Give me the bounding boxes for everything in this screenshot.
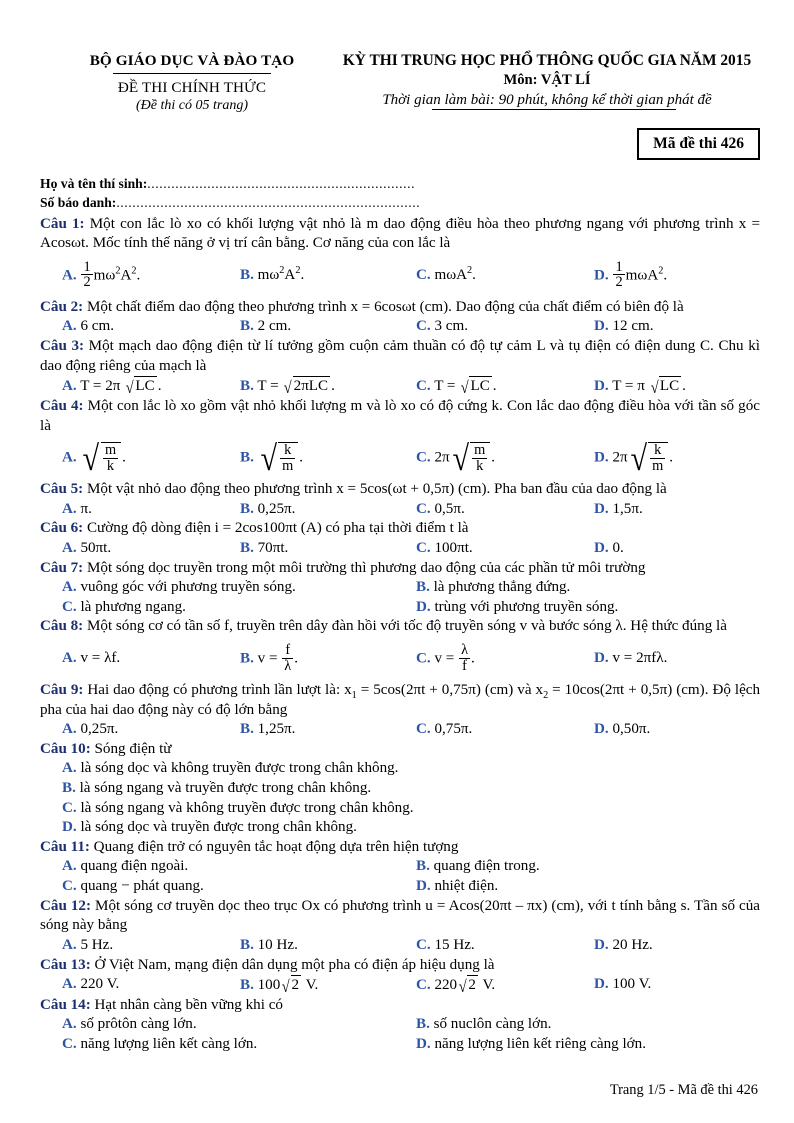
option-letter: D. xyxy=(594,267,609,284)
question-stem: Câu 10: Sóng điện từ xyxy=(40,740,172,757)
answer-option[interactable]: C. 3 cm. xyxy=(416,318,468,335)
candidate-id-label: Số báo danh: xyxy=(40,195,117,211)
fraction-denominator: m xyxy=(652,457,664,474)
radical-sign-icon: √ xyxy=(82,438,100,479)
radical-sign-icon: √ xyxy=(650,378,659,397)
exam-time-note: Thời gian làm bài: 90 phút, không kể thời gian phát đề xyxy=(382,92,712,108)
question-stem: Câu 5: Một vật nhỏ dao động theo phương trình x = 5cos(ωt + 0,5π) (cm). Pha ban đầu của dao động là xyxy=(40,481,667,498)
question-number: Câu 3: xyxy=(40,338,85,355)
candidate-name-label: Họ và tên thí sinh: xyxy=(40,176,148,192)
option-letter: D. xyxy=(594,936,609,953)
question-number: Câu 4: xyxy=(40,397,84,414)
exponent: 2 xyxy=(115,265,121,277)
official-exam-label: ĐỀ THI CHÍNH THỨC xyxy=(117,79,267,96)
option-letter: A. xyxy=(62,721,77,738)
option-letter: C. xyxy=(416,936,431,953)
fraction xyxy=(613,260,624,290)
fraction-numerator: m xyxy=(474,442,486,458)
option-letter: A. xyxy=(62,449,77,466)
fraction-denominator: k xyxy=(103,458,118,474)
radical-sign-icon: √ xyxy=(458,976,467,996)
option-letter: D. xyxy=(594,721,609,738)
fraction xyxy=(459,643,470,673)
radicand: LC xyxy=(134,376,156,397)
answer-option[interactable]: B. là phương thẳng đứng. xyxy=(416,579,571,596)
radicand: 2 xyxy=(291,975,302,996)
question-block xyxy=(40,740,760,838)
exam-code-row xyxy=(0,128,794,160)
candidate-id-field[interactable] xyxy=(40,193,758,212)
question-stem: Câu 8: Một sóng cơ có tần số f, truyền trên dây đàn hồi với tốc độ truyền sóng v và bước sóng λ. Hệ thức đúng là xyxy=(40,618,727,635)
answer-option[interactable]: D. T = π √ LC . xyxy=(594,378,686,397)
answer-row xyxy=(40,376,760,397)
question-number: Câu 12: xyxy=(40,897,92,914)
exam-time-wrapper xyxy=(382,92,711,109)
radicand: LC xyxy=(659,376,681,397)
answer-option[interactable]: D. 20 Hz. xyxy=(594,936,653,953)
question-number: Câu 9: xyxy=(40,682,84,698)
question-block xyxy=(40,397,760,480)
question-stem: Câu 13: Ở Việt Nam, mạng điện dân dụng một pha có điện áp hiệu dụng là xyxy=(40,956,495,973)
answer-option[interactable]: B. 0,25π. xyxy=(240,500,296,517)
option-letter: C. xyxy=(62,598,77,615)
square-root xyxy=(283,376,330,397)
option-letter: C. xyxy=(62,878,77,895)
square-root xyxy=(460,376,492,397)
answer-row xyxy=(40,877,760,897)
option-letter: C. xyxy=(416,449,431,466)
exponent: 2 xyxy=(467,265,473,277)
answer-option[interactable]: C. v = $\frac{\lambda}{f}$ . xyxy=(416,641,475,674)
radicand xyxy=(278,442,298,474)
fraction-denominator: m xyxy=(282,457,294,474)
answer-row xyxy=(40,637,760,681)
answer-row xyxy=(40,720,760,740)
answer-option[interactable]: B. 100 √ 2 V. xyxy=(240,976,319,996)
radical-sign-icon: √ xyxy=(260,438,277,479)
question-block xyxy=(40,617,760,681)
answer-row xyxy=(40,578,760,598)
answer-row xyxy=(40,539,760,559)
answer-option[interactable]: B. 70πt. xyxy=(240,539,289,556)
answer-option[interactable]: A. √ $\frac{m}{k}$ . xyxy=(62,438,126,479)
header-divider-rule xyxy=(113,73,271,74)
option-letter: C. xyxy=(416,267,431,284)
question-block xyxy=(40,559,760,618)
option-letter: D. xyxy=(594,500,609,517)
fraction-numerator: 1 xyxy=(83,258,91,275)
answer-option[interactable]: A. 50πt. xyxy=(62,539,112,556)
answer-row xyxy=(40,759,760,779)
ministry-title: BỘ GIÁO DỤC VÀ ĐÀO TẠO xyxy=(89,52,295,69)
question-block xyxy=(40,838,760,897)
answer-option[interactable]: D. 2π √ $\frac{k}{m}$ . xyxy=(594,438,674,479)
fraction-numerator: m xyxy=(104,442,117,458)
option-letter: D. xyxy=(594,449,609,466)
question-block xyxy=(40,215,760,298)
radicand xyxy=(101,442,121,474)
radical-sign-icon: √ xyxy=(630,438,647,479)
answer-row xyxy=(40,857,760,877)
option-letter: C. xyxy=(416,721,431,738)
answer-option[interactable]: C. 15 Hz. xyxy=(416,936,475,953)
option-letter: B. xyxy=(240,449,254,466)
fraction-numerator: λ xyxy=(461,641,469,658)
question-block xyxy=(40,897,760,956)
answer-option[interactable]: C. năng lượng liên kết càng lớn. xyxy=(62,1035,258,1052)
answer-option[interactable]: C. là phương ngang. xyxy=(62,598,186,615)
option-letter: A. xyxy=(62,858,77,875)
exam-code-box: Mã đề thi 426 xyxy=(637,128,760,160)
answer-row xyxy=(40,254,760,298)
option-letter: D. xyxy=(416,598,431,615)
answer-option[interactable]: C. 220 √ 2 V. xyxy=(416,976,496,996)
answer-option[interactable]: B. số nuclôn càng lớn. xyxy=(416,1016,552,1033)
answer-option[interactable]: A. π. xyxy=(62,500,92,517)
question-number: Câu 13: xyxy=(40,956,91,973)
candidate-id-dots: ............................................................................ xyxy=(116,195,421,211)
radical-sign-icon: √ xyxy=(284,378,292,397)
header-left-block xyxy=(36,52,332,114)
answer-option[interactable]: D. 100 V. xyxy=(594,976,652,993)
answer-row xyxy=(40,1035,760,1055)
answer-option[interactable]: C. mωA$^2$. xyxy=(416,265,476,284)
answer-row xyxy=(40,598,760,618)
question-number: Câu 8: xyxy=(40,618,84,635)
option-letter: C. xyxy=(62,799,77,816)
option-letter: D. xyxy=(416,1035,431,1052)
radical-sign-icon: √ xyxy=(281,976,290,996)
answer-option[interactable]: D. 1,5π. xyxy=(594,500,643,517)
answer-option[interactable]: B. T = √ 2πLC . xyxy=(240,378,335,397)
option-letter: C. xyxy=(416,378,431,395)
question-block xyxy=(40,298,760,337)
question-stem: Câu 7: Một sóng dọc truyền trong một môi trường thì phương dao động của các phần tử môi trường xyxy=(40,559,646,576)
answer-option[interactable]: D. v = 2πfλ. xyxy=(594,650,668,667)
option-letter: A. xyxy=(62,378,77,395)
question-block xyxy=(40,996,760,1055)
option-letter: A. xyxy=(62,267,77,284)
option-letter: B. xyxy=(240,650,254,667)
exponent: 2 xyxy=(295,265,301,277)
option-letter: C. xyxy=(416,500,431,517)
question-stem: Câu 12: Một sóng cơ truyền dọc theo trục Ox có phương trình u = Acos(20πt – πx) (cm), với t tính bằng s. Tần số của sóng này bằng xyxy=(40,897,760,934)
radicand xyxy=(648,442,668,474)
candidate-name-field[interactable] xyxy=(40,174,758,193)
square-root xyxy=(458,975,478,996)
option-letter: D. xyxy=(594,539,609,556)
answer-option[interactable]: B. 2 cm. xyxy=(240,318,292,335)
exponent: 2 xyxy=(658,265,664,277)
option-letter: B. xyxy=(62,780,76,797)
radical-sign-icon: √ xyxy=(460,378,469,397)
option-letter: A. xyxy=(62,650,77,667)
answer-option[interactable]: C. là sóng ngang và không truyền được trong chân không. xyxy=(62,799,414,816)
fraction-numerator: k xyxy=(654,442,662,458)
fraction-denominator: 2 xyxy=(615,274,623,291)
answer-option[interactable]: D. năng lượng liên kết riêng càng lớn. xyxy=(416,1035,646,1052)
answer-option[interactable]: D. nhiệt điện. xyxy=(416,878,499,895)
exponent: 2 xyxy=(279,265,285,277)
option-letter: A. xyxy=(62,539,77,556)
radicand xyxy=(470,442,490,474)
page-count-note: (Đề thi có 05 trang) xyxy=(136,98,248,113)
question-block xyxy=(40,337,760,397)
option-letter: B. xyxy=(240,378,254,395)
answer-row xyxy=(40,436,760,480)
question-number: Câu 6: xyxy=(40,520,84,537)
option-letter: D. xyxy=(594,378,609,395)
radicand: 2 xyxy=(467,975,478,996)
question-stem: Câu 9: Hai dao động có phương trình lần lượt là: $x_1 = 5\cos(2\pi t + 0,75\pi)$ (cm) và $x_2 = 10\cos(2\pi t + 0,5\pi)$ (cm). Độ lệch pha của hai dao động này có độ lớn bằng xyxy=(40,682,761,718)
answer-option[interactable]: B. √ $\frac{k}{m}$ . xyxy=(240,438,304,479)
fraction-denominator: k xyxy=(472,458,487,474)
answer-option[interactable]: A. v = λf. xyxy=(62,650,121,667)
question-number: Câu 10: xyxy=(40,740,91,757)
fraction xyxy=(81,260,92,290)
questions-container xyxy=(0,213,794,1055)
option-letter: D. xyxy=(594,976,609,993)
question-stem: Câu 6: Cường độ dòng điện i = 2cos100πt (A) có pha tại thời điểm t là xyxy=(40,520,469,537)
answer-option[interactable]: D. là sóng dọc và truyền được trong chân không. xyxy=(62,819,357,836)
answer-option[interactable]: B. 1,25π. xyxy=(240,721,296,738)
option-letter: B. xyxy=(240,936,254,953)
square-root xyxy=(125,376,157,397)
question-stem: Câu 3: Một mạch dao động điện từ lí tưởng gồm cuộn cảm thuần có độ tự cảm L và tụ điện có điện dung C. Chu kì dao động riêng của mạch là xyxy=(40,338,760,374)
question-stem: Câu 2: Một chất điểm dao động theo phương trình x = 6cosωt (cm). Dao động của chất điểm có biên độ là xyxy=(40,298,684,315)
option-letter: C. xyxy=(416,650,431,667)
fraction-denominator: f xyxy=(459,658,470,674)
option-letter: D. xyxy=(594,650,609,667)
answer-option[interactable]: C. 2π √ $\frac{m}{k}$ . xyxy=(416,438,496,479)
answer-option[interactable]: B. là sóng ngang và truyền được trong chân không. xyxy=(62,780,372,797)
exam-subject: Môn: VẬT LÍ xyxy=(503,72,591,88)
option-letter: B. xyxy=(240,539,254,556)
candidate-fields xyxy=(0,160,794,213)
option-letter: B. xyxy=(240,267,254,284)
fraction xyxy=(280,443,295,473)
subscript: 1 xyxy=(351,690,357,702)
option-letter: A. xyxy=(62,500,77,517)
question-number: Câu 7: xyxy=(40,559,84,576)
option-letter: A. xyxy=(62,1016,77,1033)
candidate-name-dots: ................................................................... xyxy=(147,176,416,192)
answer-row xyxy=(40,936,760,956)
option-letter: A. xyxy=(62,318,77,335)
answer-option[interactable]: C. quang − phát quang. xyxy=(62,878,204,895)
exam-title: KỲ THI TRUNG HỌC PHỔ THÔNG QUỐC GIA NĂM 2015 xyxy=(342,52,752,69)
fraction xyxy=(282,643,293,673)
answer-option[interactable]: A. vuông góc với phương truyền sóng. xyxy=(62,579,296,596)
option-letter: C. xyxy=(416,976,431,993)
header-right-block xyxy=(332,52,758,109)
answer-option[interactable]: C. 100πt. xyxy=(416,539,473,556)
answer-option[interactable]: A. số prôtôn càng lớn. xyxy=(62,1016,197,1033)
question-number: Câu 5: xyxy=(40,481,84,498)
fraction-denominator: 2 xyxy=(83,274,91,291)
answer-option[interactable]: A. quang điện ngoài. xyxy=(62,858,189,875)
question-stem: Câu 1: Một con lắc lò xo có khối lượng vật nhỏ là m dao động điều hòa theo phương ngang với phương trình x = Acosωt. Mốc tính thế năng ở vị trí cân bằng. Cơ năng của con lắc là xyxy=(40,215,760,252)
answer-option[interactable]: A. T = 2π √ LC . xyxy=(62,378,162,397)
answer-row xyxy=(40,1015,760,1035)
option-letter: B. xyxy=(240,318,254,335)
radicand: 2πLC xyxy=(293,376,330,397)
question-number: Câu 2: xyxy=(40,298,84,315)
option-letter: B. xyxy=(416,1016,430,1033)
answer-row xyxy=(40,779,760,799)
answer-option[interactable]: A. 220 V. xyxy=(62,976,120,993)
answer-row xyxy=(40,975,760,996)
question-block xyxy=(40,480,760,519)
fraction-numerator: f xyxy=(285,641,291,658)
answer-option[interactable]: D. trùng với phương truyền sóng. xyxy=(416,598,619,615)
radicand: LC xyxy=(469,376,491,397)
answer-option[interactable]: B. quang điện trong. xyxy=(416,858,540,875)
option-letter: B. xyxy=(240,721,254,738)
question-stem: Câu 4: Một con lắc lò xo gồm vật nhỏ khối lượng m và lò xo có độ cứng k. Con lắc dao động điều hòa với tần số góc là xyxy=(40,397,760,434)
answer-option[interactable]: C. 0,5π. xyxy=(416,500,465,517)
option-letter: A. xyxy=(62,936,77,953)
answer-option[interactable]: A. $\frac{1}{2}$ $m\omega^2A^2$. xyxy=(62,258,141,291)
option-letter: D. xyxy=(416,878,431,895)
answer-row xyxy=(40,317,760,337)
fraction-numerator: k xyxy=(284,442,292,458)
answer-option[interactable]: D. 0. xyxy=(594,539,624,556)
option-letter: A. xyxy=(62,976,77,993)
page-footer: Trang 1/5 - Mã đề thi 426 xyxy=(609,1082,758,1098)
square-root xyxy=(281,975,301,996)
option-letter: B. xyxy=(416,858,430,875)
answer-option[interactable]: D. 0,50π. xyxy=(594,721,651,738)
option-letter: B. xyxy=(240,500,254,517)
fraction-denominator: λ xyxy=(284,657,292,674)
question-number: Câu 1: xyxy=(40,215,85,232)
option-letter: B. xyxy=(240,976,254,993)
option-letter: C. xyxy=(416,318,431,335)
option-letter: D. xyxy=(594,318,609,335)
square-root xyxy=(650,376,682,397)
answer-option[interactable]: C. 0,75π. xyxy=(416,721,473,738)
question-number: Câu 14: xyxy=(40,996,91,1013)
option-letter: A. xyxy=(62,760,77,777)
option-letter: C. xyxy=(416,539,431,556)
subscript: 2 xyxy=(543,690,549,702)
option-letter: B. xyxy=(416,579,430,596)
question-stem: Câu 14: Hạt nhân càng bền vững khi có xyxy=(40,996,283,1013)
question-block xyxy=(40,956,760,996)
radical-sign-icon: √ xyxy=(125,378,134,397)
answer-option[interactable]: A. 0,25π. xyxy=(62,721,119,738)
answer-option[interactable]: A. 5 Hz. xyxy=(62,936,114,953)
fraction xyxy=(103,443,118,473)
answer-option[interactable]: D. $\frac{1}{2}$ mωA$^2$. xyxy=(594,258,668,291)
exponent: 2 xyxy=(131,265,137,277)
question-stem: Câu 11: Quang điện trở có nguyên tắc hoạt động dựa trên hiện tượng xyxy=(40,838,459,855)
answer-row xyxy=(40,500,760,520)
option-letter: C. xyxy=(62,1035,77,1052)
answer-option[interactable]: B. 10 Hz. xyxy=(240,936,298,953)
answer-option[interactable]: A. là sóng dọc và không truyền được trong chân không. xyxy=(62,760,399,777)
fraction xyxy=(650,443,665,473)
fraction-numerator: 1 xyxy=(615,258,623,275)
answer-option[interactable]: B. $m\omega^2A^2$. xyxy=(240,265,305,284)
page-header xyxy=(0,0,794,114)
question-block xyxy=(40,519,760,558)
answer-row xyxy=(40,799,760,819)
time-underline xyxy=(432,109,675,110)
fraction xyxy=(472,443,487,473)
option-letter: A. xyxy=(62,579,77,596)
answer-option[interactable]: D. 12 cm. xyxy=(594,318,654,335)
question-number: Câu 11: xyxy=(40,838,90,855)
answer-option[interactable]: A. 6 cm. xyxy=(62,318,114,335)
question-block xyxy=(40,681,760,740)
option-letter: D. xyxy=(62,819,77,836)
radical-sign-icon: √ xyxy=(452,438,469,479)
answer-option[interactable]: C. T = √ LC . xyxy=(416,378,497,397)
answer-option[interactable]: B. v = $\frac{f}{\lambda}$ . xyxy=(240,641,298,674)
answer-row xyxy=(40,818,760,838)
